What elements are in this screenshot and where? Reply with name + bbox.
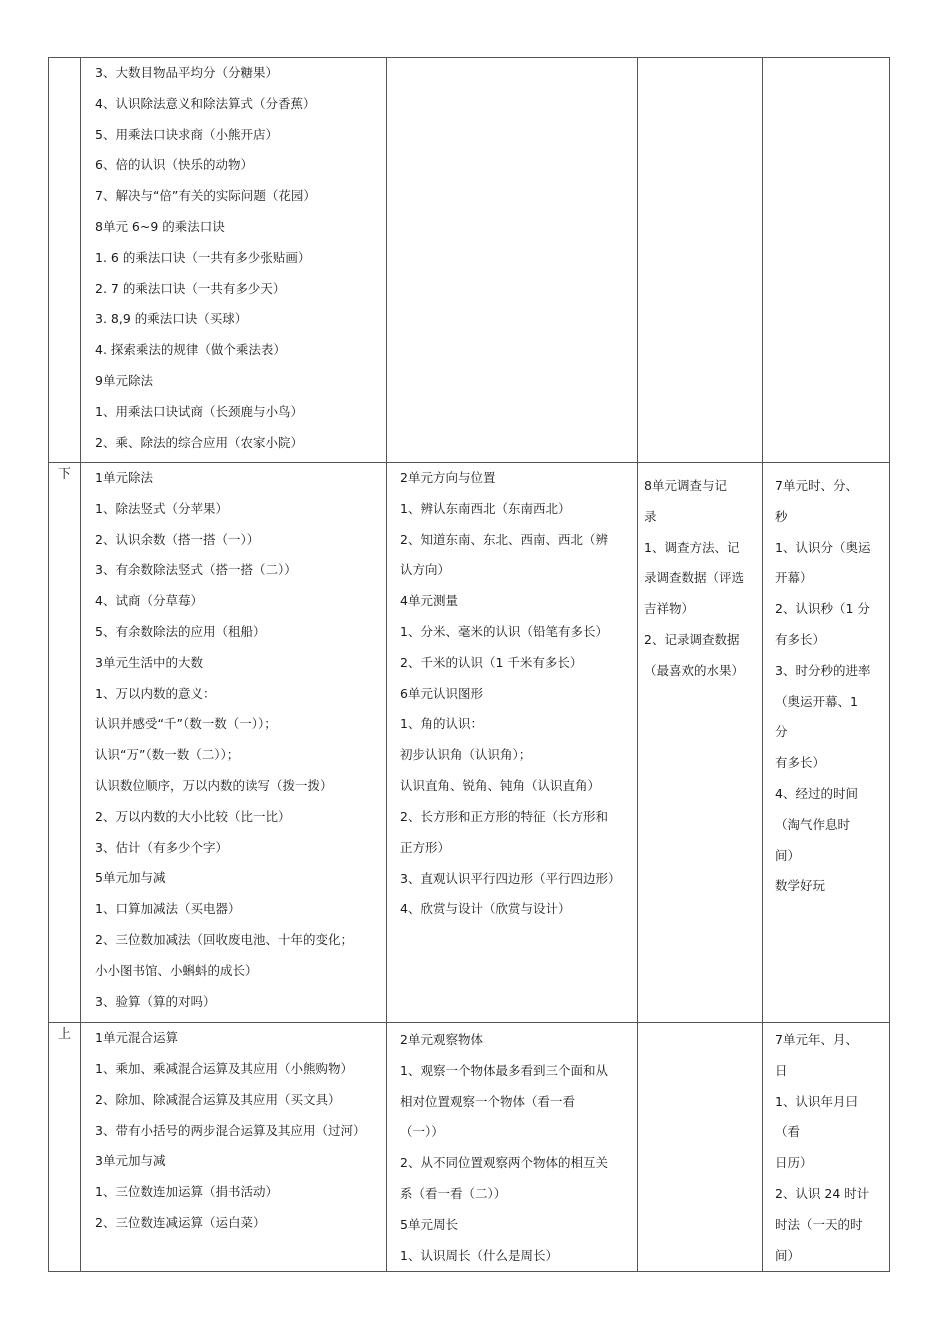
line: 系（看一看（二）） [400,1185,507,1201]
table-row [49,58,890,463]
line: 3单元生活中的大数 [95,654,203,670]
content-cell [638,1023,763,1272]
line: 4. 探索乘法的规律（做个乘法表） [95,342,286,358]
line: 1、辨认东南西北（东南西北） [400,500,571,516]
line: 2、认识余数（搭一搭（一）） [95,531,260,547]
line: 间） [775,847,801,863]
semester-cell: 上 [49,1023,81,1272]
content-cell [81,58,387,463]
line: 有多长） [775,755,826,771]
line: 3、时分秒的进率 [775,662,871,678]
line: 1、角的认识： [400,716,483,732]
line: 8单元调查与记 [644,478,727,493]
content-cell [763,58,890,463]
semester-cell [49,58,81,463]
line: 吉祥物） [644,601,695,617]
line: 2、千米的认识（1 千米有多长） [400,654,583,670]
line: 4、欣赏与设计（欣赏与设计） [400,901,571,917]
content-cell [387,463,638,1023]
line: 认识数位顺序，万以内数的读写（拨一拨） [95,777,333,793]
line: 2、万以内数的大小比较（比一比） [95,808,291,824]
line: 3、估计（有多少个字） [95,839,228,855]
line: 3. 8,9 的乘法口诀（买球） [95,311,248,327]
line: 6单元认识图形 [400,685,483,701]
line: 2、认识秒（1 分 [775,601,870,617]
line: 日 [775,1062,788,1078]
content-cell [387,58,638,463]
line: 3、验算（算的对吗） [95,993,216,1009]
line: 相对位置观察一个物体（看一看 [400,1093,576,1109]
line: 间） [775,1247,801,1263]
line: 2、认识 24 时计 [775,1185,870,1201]
line: 1、认识年月曰 [775,1093,858,1109]
line: 2、三位数加减法（回收废电池、十年的变化； [95,931,353,947]
line: 3、大数目物品平均分（分糖果） [95,65,278,80]
line: 4、试商（分草莓） [95,593,203,609]
line: 秒 [775,508,788,524]
line: 5、用乘法口诀求商（小熊开店） [95,126,278,142]
line: 1、三位数连加运算（捐书活动） [95,1184,278,1200]
line: 1. 6 的乘法口诀（一共有多少张贴画） [95,249,311,265]
line: 3、有余数除法竖式（搭一搭（二）） [95,562,297,578]
line: （看 [775,1124,801,1140]
line: 录调查数据（评选 [644,570,745,586]
line: 4、经过的时间 [775,785,858,801]
line: 4单元测量 [400,593,458,609]
line: 7单元时、分、 [775,478,858,493]
line: 2、长方形和正方形的特征（长方形和 [400,808,608,824]
line: 1、用乘法口诀试商（长颈鹿与小鸟） [95,403,303,419]
content-cell [638,463,763,1023]
line: 7、解决与“倍”有关的实际问题（花园） [95,188,316,204]
line: 分 [775,724,788,740]
line: 8单元 6~9 的乘法口诀 [95,218,225,234]
line: 认方向） [400,562,451,578]
line: 2. 7 的乘法口诀（一共有多少天） [95,280,286,296]
line: 2、乘、除法的综合应用（农家小院） [95,434,303,450]
line: 1、观察一个物体最多看到三个面和从 [400,1062,608,1078]
line: 有多长） [775,631,826,647]
line: 5单元加与减 [95,870,166,886]
line: （淘气作息时 [775,816,851,832]
line: 1、口算加减法（买电器） [95,901,241,917]
line: 2、记录调查数据 [644,631,740,647]
line: 3单元加与减 [95,1153,166,1169]
content-cell [763,1023,890,1272]
line: （最喜欢的水果） [644,662,745,678]
line: 7单元年、月、 [775,1032,858,1047]
line: 1、认识分（奥运 [775,539,871,555]
table-row [49,463,890,1023]
line: 5单元周长 [400,1216,458,1232]
content-cell [81,463,387,1023]
content-cell [638,58,763,463]
line: 录 [644,508,657,524]
line: 认识“万”（数一数（二））； [95,747,240,763]
line: 1、除法竖式（分苹果） [95,500,228,516]
curriculum-table [48,57,890,1272]
line: 1单元混合运算 [95,1030,178,1045]
line: （奥运开幕、1 [775,693,858,709]
line: 6、倍的认识（快乐的动物） [95,157,253,173]
line: 1、分米、毫米的认识（铅笔有多长） [400,623,608,639]
line: 4、认识除法意义和除法算式（分香蕉） [95,95,316,111]
line: 认识并感受“千”（数一数（一））； [95,716,277,732]
line: 1单元除法 [95,470,153,485]
line: 1、认识周长（什么是周长） [400,1247,558,1263]
line: 正方形） [400,839,451,855]
line: 时法（一天的时 [775,1216,863,1232]
line: 2、知道东南、东北、西南、西北（辨 [400,531,608,547]
line: 5、有余数除法的应用（租船） [95,623,266,639]
line: 2、三位数连减运算（运白菜） [95,1214,266,1230]
line: （一）） [400,1124,444,1140]
line: 9单元除法 [95,372,153,388]
line: 日历） [775,1155,813,1171]
line: 2、除加、除减混合运算及其应用（买文具） [95,1091,341,1107]
line: 1、万以内数的意义： [95,685,216,701]
line: 1、乘加、乘减混合运算及其应用（小熊购物） [95,1060,353,1076]
semester-cell: 下 [49,463,81,1023]
line: 2单元观察物体 [400,1032,483,1047]
line: 初步认识角（认识角）； [400,747,532,763]
line: 3、带有小括号的两步混合运算及其应用（过河） [95,1123,366,1139]
table-row [49,1023,890,1272]
line: 2单元方向与位置 [400,470,496,485]
line: 开幕） [775,570,813,586]
line: 3、直观认识平行四边形（平行四边形） [400,871,621,887]
line: 认识直角、锐角、钝角（认识直角） [400,777,601,793]
content-cell [81,1023,387,1272]
content-cell [387,1023,638,1272]
content-cell [763,463,890,1023]
line: 数学好玩 [775,878,826,894]
line: 小小图书馆、小蝌蚪的成长） [95,962,258,978]
line: 2、从不同位置观察两个物体的相互关 [400,1155,608,1171]
line: 1、调查方法、记 [644,539,740,555]
